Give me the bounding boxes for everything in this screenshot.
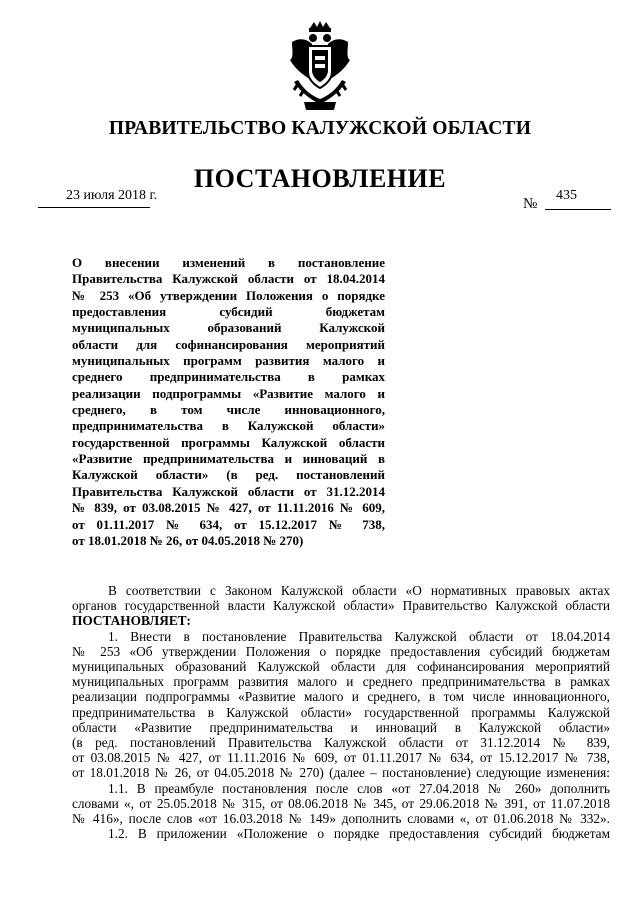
body-line: № 253 «Об утверждении Положения о порядке предоставления субсидий бюджетам: [72, 643, 610, 659]
body-line: 1.1. В преамбуле постановления после слов «от 27.04.2018 № 260» дополнить: [108, 780, 610, 796]
subject-line: № 253 «Об утверждении Положения о порядке: [72, 287, 385, 303]
subject-line: Правительства Калужской области от 31.12.2014: [72, 483, 385, 499]
body-line: от 18.01.2018 № 26, от 04.05.2018 № 270) (далее – постановление) следующие изменения:: [72, 765, 610, 781]
subject-line: от 01.11.2017 № 634, от 15.12.2017 № 738,: [72, 516, 385, 532]
body-line: области «Развитие предпринимательства и инноваций в Калужской области»: [72, 719, 610, 735]
body-line: муниципальных программ развития малого и среднего предпринимательства в рамках: [72, 674, 610, 690]
subject-line: О внесении изменений в постановление: [72, 255, 385, 270]
organization-title: ПРАВИТЕЛЬСТВО КАЛУЖСКОЙ ОБЛАСТИ: [108, 118, 532, 139]
body-line: предпринимательства в Калужской области» государственной программы Калужской: [72, 704, 610, 720]
subject-line: государственной программы Калужской области: [72, 434, 385, 450]
subject-line: среднего предпринимательства в рамках: [72, 369, 385, 385]
document-type-title: ПОСТАНОВЛЕНИЕ: [193, 164, 447, 193]
body-line: (в ред. постановлений Правительства Калужской области от 31.12.2014 № 839,: [72, 735, 610, 751]
subject-line: муниципальных образований Калужской: [72, 320, 385, 336]
subject-line: среднего, в том числе инновационного,: [72, 402, 385, 418]
document-body: [72, 583, 610, 841]
body-line: органов государственной власти Калужской области» Правительство Калужской области: [72, 598, 610, 614]
subject-line: Правительства Калужской области от 18.04.2014: [72, 271, 385, 287]
body-line: № 416», после слов «от 16.03.2018 № 149» дополнить словами «, от 01.06.2018 № 332».: [72, 811, 610, 827]
subject-line: от 18.01.2018 № 26, от 04.05.2018 № 270): [72, 532, 304, 548]
subject-line: предоставления субсидий бюджетам: [72, 304, 385, 320]
document-number: 435: [556, 188, 577, 203]
body-line: словами «, от 25.05.2018 № 315, от 08.06.2018 № 345, от 29.06.2018 № 391, от 11.07.2018: [72, 795, 610, 811]
body-line: 1. Внести в постановление Правительства Калужской области от 18.04.2014: [108, 628, 610, 644]
body-line: 1.2. В приложении «Положение о порядке предоставления субсидий бюджетам: [108, 826, 610, 842]
body-line: В соответствии с Законом Калужской области «О нормативных правовых актах: [108, 583, 610, 598]
subject-line: № 839, от 03.08.2015 № 427, от 11.11.2016 № 609,: [72, 500, 385, 516]
document-subject: [72, 255, 385, 549]
body-line: муниципальных образований Калужской области для софинансирования мероприятий: [72, 659, 610, 675]
subject-line: предпринимательства в Калужской области»: [72, 418, 385, 434]
body-line: реализации подпрограммы «Развитие малого и среднего, в том числе инновационного,: [72, 689, 610, 705]
subject-line: реализации подпрограммы «Развитие малого и: [72, 385, 385, 401]
subject-line: «Развитие предпринимательства и инноваций в: [72, 451, 385, 467]
document-date: 23 июля 2018 г.: [66, 188, 158, 203]
date-underline: [38, 207, 150, 208]
subject-line: Калужской области» (в ред. постановлений: [72, 467, 385, 483]
number-underline: [545, 209, 611, 210]
subject-line: области для софинансирования мероприятий: [72, 336, 385, 352]
coat-of-arms-icon: [284, 20, 356, 112]
body-line: от 03.08.2015 № 427, от 11.11.2016 № 609, от 01.11.2017 № 634, от 15.12.2017 № 738,: [72, 750, 610, 766]
number-label: №: [523, 196, 538, 212]
body-line-decree: ПОСТАНОВЛЯЕТ:: [72, 613, 191, 629]
subject-line: муниципальных программ развития малого и: [72, 353, 385, 369]
